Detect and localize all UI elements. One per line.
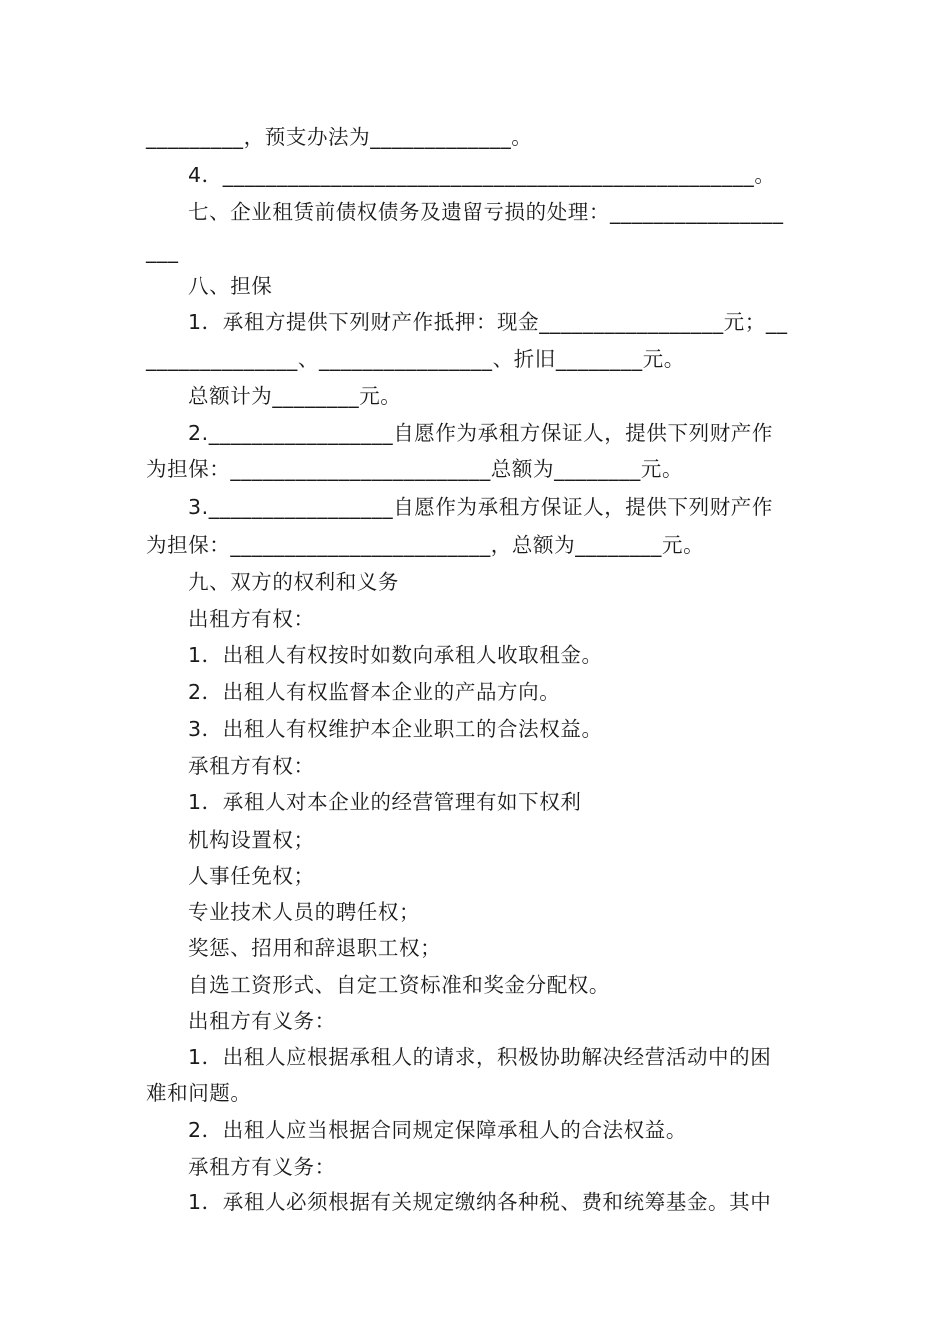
text-line: 2._________________自愿作为承租方保证人，提供下列财产作 <box>188 421 774 445</box>
text-line: ______________、________________、折旧________元。 <box>146 347 685 371</box>
section-heading: 八、担保 <box>188 274 273 298</box>
text-line: 总额计为________元。 <box>188 384 402 408</box>
text-line: 专业技术人员的聘任权； <box>188 900 421 924</box>
text-line: 人事任免权； <box>188 864 315 888</box>
text-line: 3._________________自愿作为承租方保证人，提供下列财产作 <box>188 495 774 519</box>
text-line: 机构设置权； <box>188 828 315 852</box>
text-line: 1．承租人对本企业的经营管理有如下权利 <box>188 790 582 814</box>
text-line: 2．出租人有权监督本企业的产品方向。 <box>188 680 561 704</box>
text-line: 1．承租人必须根据有关规定缴纳各种税、费和统筹基金。其中 <box>188 1190 772 1214</box>
text-line: 承租方有义务： <box>188 1155 336 1179</box>
text-line: 为担保：________________________总额为________元。 <box>146 457 684 481</box>
text-line: 为担保：________________________，总额为________元。 <box>146 533 705 557</box>
text-line: 1．承租方提供下列财产作抵押：现金_________________元；__ <box>188 310 788 334</box>
text-line: 自选工资形式、自定工资标准和奖金分配权。 <box>188 973 610 997</box>
text-line: 1．出租人有权按时如数向承租人收取租金。 <box>188 643 603 667</box>
text-line: 承租方有权： <box>188 754 315 778</box>
text-line: ___ <box>146 239 179 263</box>
text-line: 1．出租人应根据承租人的请求，积极协助解决经营活动中的困 <box>188 1045 772 1069</box>
text-line: 3．出租人有权维护本企业职工的合法权益。 <box>188 717 603 741</box>
text-line: 4．_________________________________________________。 <box>188 163 776 187</box>
text-line: _________，预支办法为_____________。 <box>146 125 533 149</box>
text-line: 奖惩、招用和辞退职工权； <box>188 936 442 960</box>
text-line: 2．出租人应当根据合同规定保障承租人的合法权益。 <box>188 1118 687 1142</box>
text-line: 出租方有义务： <box>188 1009 336 1033</box>
section-heading: 九、双方的权利和义务 <box>188 570 399 594</box>
text-line: 出租方有权： <box>188 607 315 631</box>
section-heading: 七、企业租赁前债权债务及遗留亏损的处理：________________ <box>188 200 784 224</box>
text-line: 难和问题。 <box>146 1081 252 1105</box>
